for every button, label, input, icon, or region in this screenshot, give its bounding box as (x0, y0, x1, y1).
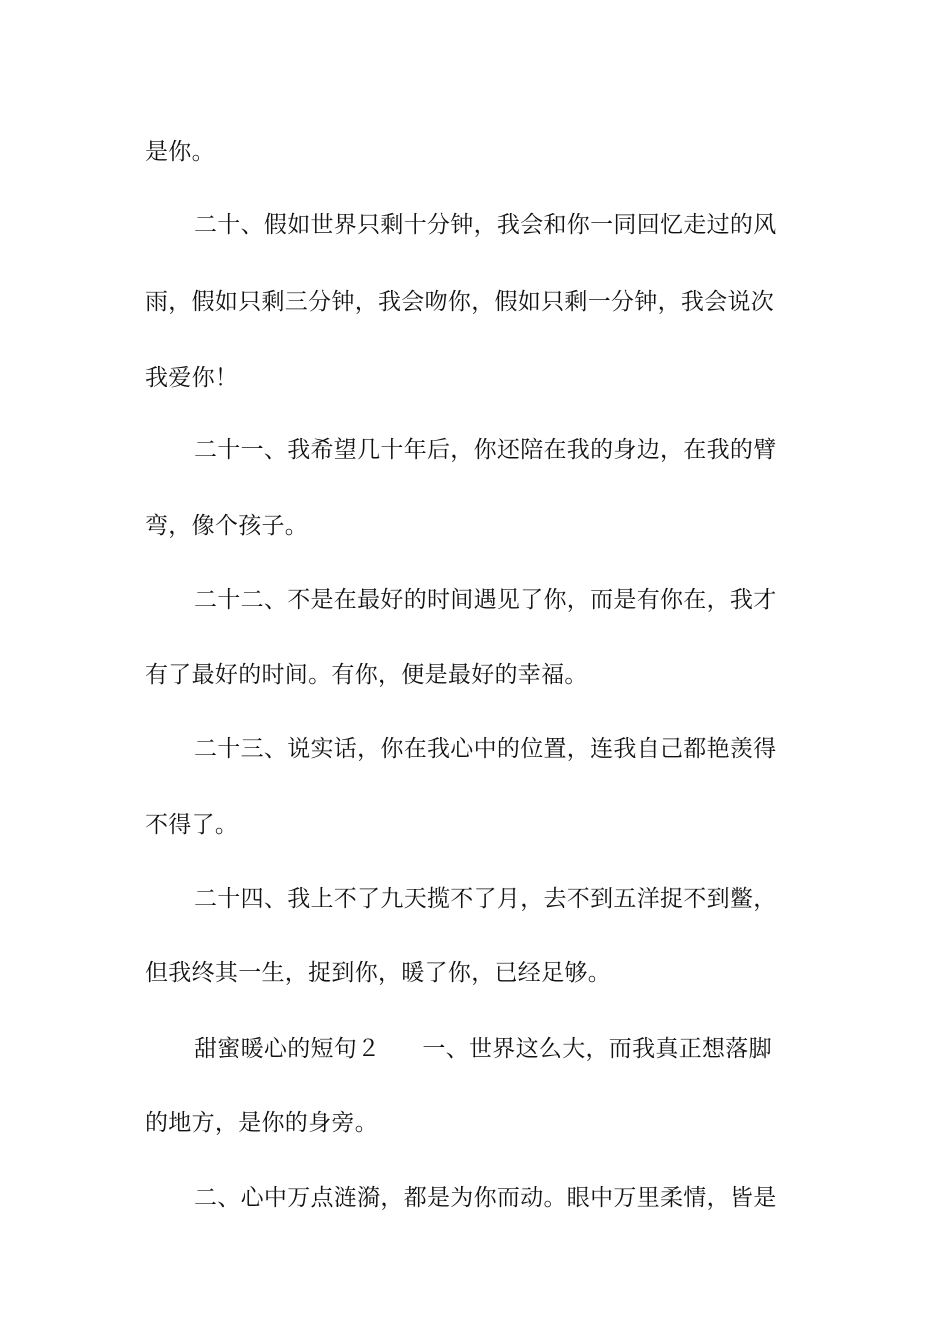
text-line: 我爱你！ (145, 365, 239, 391)
text-line: 但我终其一生，捉到你，暖了你，已经足够。 (145, 960, 611, 986)
paragraph-line: 二十三、说实话，你在我心中的位置，连我自己都艳羡得 (194, 736, 777, 762)
paragraph-line: 二十、假如世界只剩十分钟，我会和你一同回忆走过的风 (194, 212, 777, 238)
text-line: 雨，假如只剩三分钟，我会吻你，假如只剩一分钟，我会说次 (145, 289, 775, 315)
text-run: 一、世界这么大，而我真正想落脚 (422, 1036, 772, 1062)
paragraph-line: 二十一、我希望几十年后，你还陪在我的身边，在我的臂 (194, 437, 777, 463)
paragraph-line (194, 1034, 810, 1064)
text-line: 有了最好的时间。有你，便是最好的幸福。 (145, 662, 588, 688)
text-line: 的地方，是你的身旁。 (145, 1110, 378, 1136)
text-line: 是你。 (145, 139, 215, 165)
section-heading: 甜蜜暖心的短句２ (194, 1036, 381, 1062)
paragraph-line: 二、心中万点涟漪，都是为你而动。眼中万里柔情，皆是 (194, 1185, 777, 1211)
paragraph-line: 二十二、不是在最好的时间遇见了你，而是有你在，我才 (194, 587, 777, 613)
paragraph-line: 二十四、我上不了九天揽不了月，去不到五洋捉不到鳖， (194, 886, 777, 912)
text-line: 不得了。 (145, 812, 239, 838)
text-line: 弯，像个孩子。 (145, 513, 309, 539)
